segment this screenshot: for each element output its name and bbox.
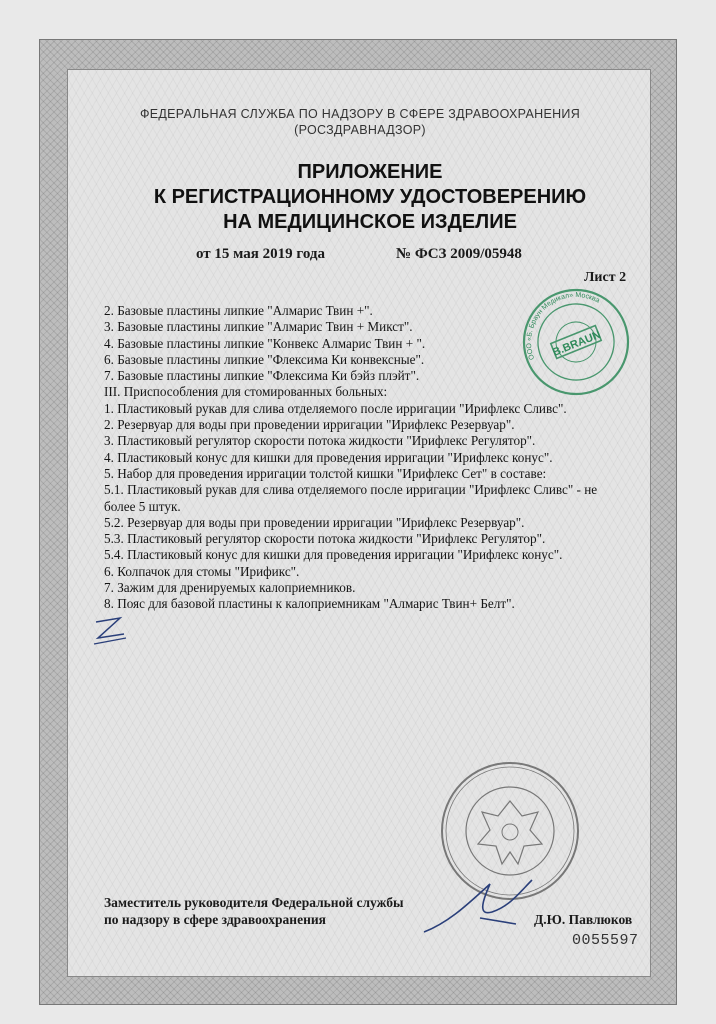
list-item: 2. Базовые пластины липкие "Алмарис Твин +". [104, 303, 373, 318]
title-line-2: К РЕГИСТРАЦИОННОМУ УДОСТОВЕРЕНИЮ [153, 186, 587, 208]
agency-name: ФЕДЕРАЛЬНАЯ СЛУЖБА ПО НАДЗОРУ В СФЕРЕ ЗДРАВООХРАНЕНИЯ [139, 107, 581, 121]
list-item: 5.4. Пластиковый конус для кишки для проведения ирригации "Ирифлекс конус". [104, 547, 563, 563]
sheet-number: Лист 2 [584, 270, 627, 285]
list-item: 5.3. Пластиковый регулятор скорости потока жидкости "Ирифлекс Регулятор". [104, 531, 546, 547]
list-item: 3. Базовые пластины липкие "Алмарис Твин + Микст". [104, 319, 413, 335]
signer-name: Д.Ю. Павлюков [534, 912, 633, 927]
list-item: 2. Резервуар для воды при проведении ирригации "Ирифлекс Резервуар". [104, 417, 515, 433]
title-line-3: НА МЕДИЦИНСКОЕ ИЗДЕЛИЕ [223, 211, 517, 233]
agency-abbreviation: (РОСЗДРАВНАДЗОР) [294, 123, 426, 137]
document-title [100, 160, 640, 235]
agency-header [100, 106, 620, 138]
signature [420, 872, 550, 942]
stamp-ring-text: ООО «Б. Браун Медикал» Москва [525, 291, 601, 361]
list-item: 5.2. Резервуар для воды при проведении ирригации "Ирифлекс Резервуар". [104, 514, 525, 530]
list-item: 4. Пластиковый конус для кишки для проведения ирригации "Ирифлекс конус". [104, 449, 553, 465]
signatory-position [104, 894, 404, 928]
list-item: 6. Базовые пластины липкие "Флексима Ки конвексные". [104, 351, 425, 367]
list-item: 5. Набор для проведения ирригации толстой кишки "Ирифлекс Сет" в составе: [104, 465, 547, 481]
section-heading: III. Приспособления для стомированных больных: [104, 384, 388, 400]
list-item: 5.1. Пластиковый рукав для слива отделяемого после ирригации "Ирифлекс Сливс" - не более 5 штук. [104, 482, 598, 514]
list-item: 1. Пластиковый рукав для слива отделяемого после ирригации "Ирифлекс Сливс". [104, 400, 567, 416]
list-item: 4. Базовые пластины липкие "Конвекс Алмарис Твин + ". [104, 335, 426, 351]
list-item: 8. Пояс для базовой пластины к калоприемникам "Алмарис Твин+ Белт". [104, 596, 515, 612]
list-item: 3. Пластиковый регулятор скорости потока жидкости "Ирифлекс Регулятор". [104, 433, 536, 449]
list-item: 7. Зажим для дренируемых калоприемников. [104, 580, 356, 596]
title-line-1: ПРИЛОЖЕНИЕ [297, 161, 443, 183]
list-item: 6. Колпачок для стомы "Ирификс". [104, 563, 300, 579]
stamp-logo-text: B.BRAUN [550, 328, 603, 359]
position-line-1: Заместитель руководителя Федеральной службы [104, 895, 404, 910]
list-item: 7. Базовые пластины липкие "Флексима Ки бэйз плэйт". [104, 368, 420, 384]
position-line-2: по надзору в сфере здравоохранения [104, 912, 326, 927]
issue-date: от 15 мая 2019 года [196, 246, 325, 262]
certificate-number: № ФСЗ 2009/05948 [396, 246, 522, 262]
serial-number: 0055597 [572, 932, 639, 949]
company-stamp [518, 282, 634, 402]
handwritten-mark-icon [90, 608, 130, 652]
